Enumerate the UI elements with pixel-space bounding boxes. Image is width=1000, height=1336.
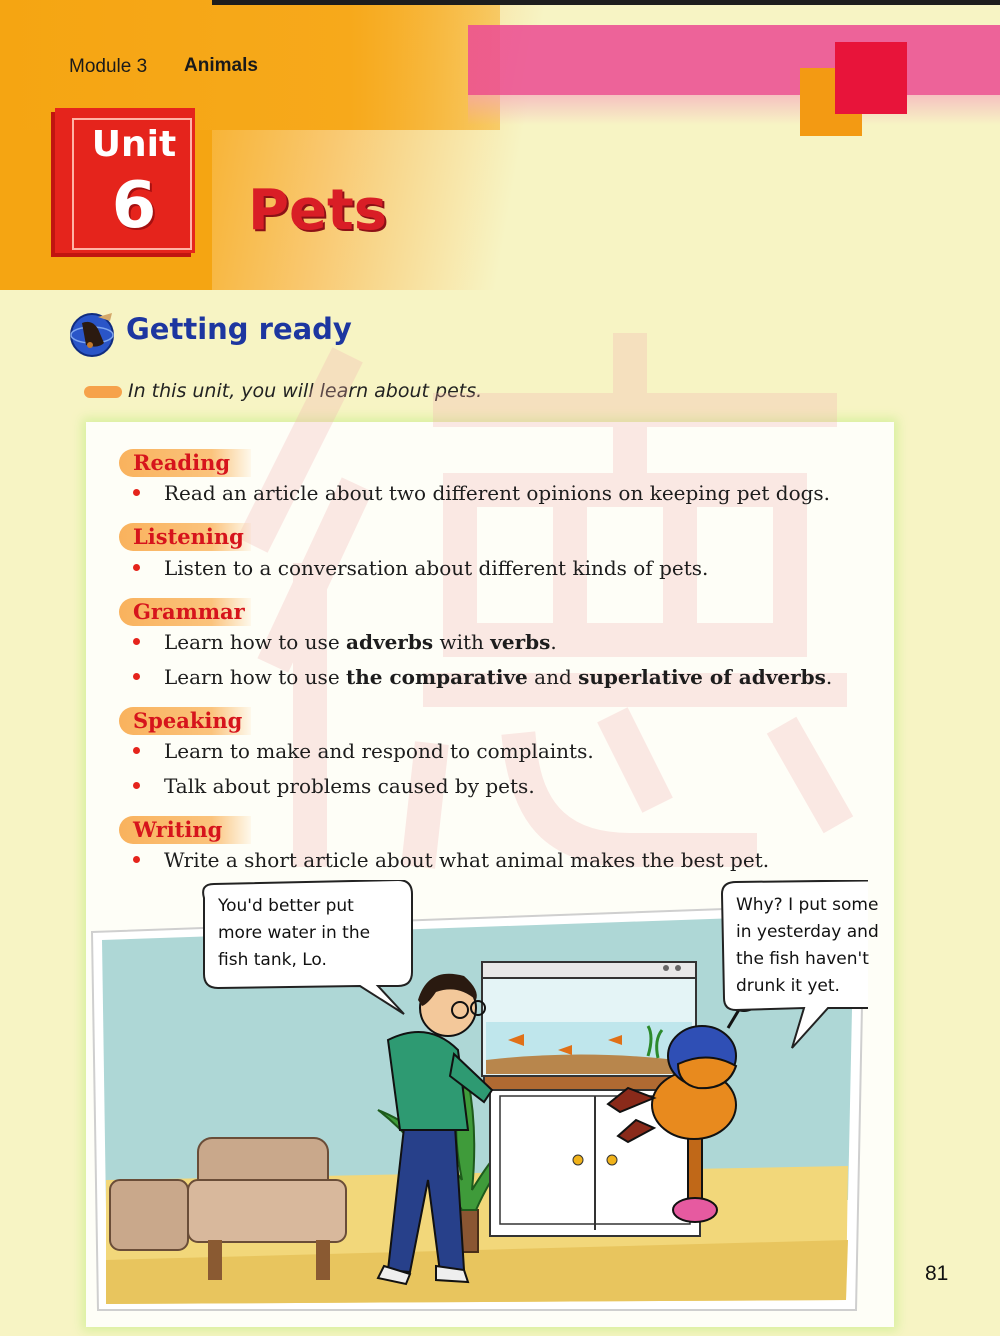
unit-number: 6	[111, 169, 157, 243]
section-label-reading: Reading	[119, 449, 251, 477]
list-item: Write a short article about what animal makes the best pet.	[133, 848, 769, 872]
intro-text: In this unit, you will learn about pets.	[128, 380, 483, 402]
header-top-line	[212, 0, 1000, 5]
list-item: Learn to make and respond to complaints.	[133, 739, 594, 763]
red-dot-icon	[133, 638, 140, 645]
module-name: Animals	[184, 55, 258, 76]
page-title: Pets	[248, 178, 388, 243]
section-label-grammar: Grammar	[119, 598, 251, 626]
list-item: Talk about problems caused by pets.	[133, 774, 535, 798]
list-item: Read an article about two different opinions on keeping pet dogs.	[133, 481, 830, 505]
watermark-character	[200, 330, 860, 890]
red-dot-icon	[133, 673, 140, 680]
page-number: 81	[925, 1262, 949, 1285]
list-item: Learn how to use adverbs with verbs.	[133, 630, 557, 654]
section-label-listening: Listening	[119, 523, 251, 551]
header-red-square	[835, 42, 907, 114]
header-pink-bar	[468, 25, 1000, 95]
header-pink-fade	[468, 95, 1000, 125]
bell-globe-icon	[68, 309, 120, 357]
red-dot-icon	[133, 747, 140, 754]
red-dot-icon	[133, 856, 140, 863]
speech-text-robot: Why? I put some in yesterday and the fish haven't drunk it yet.	[736, 895, 879, 996]
section-label-speaking: Speaking	[119, 707, 251, 735]
red-dot-icon	[133, 489, 140, 496]
list-item: Learn how to use the comparative and superlative of adverbs.	[133, 665, 832, 689]
module-label: Module 3	[69, 56, 148, 77]
section-label-writing: Writing	[119, 816, 251, 844]
speech-text-boy: You'd better put more water in the fish tank, Lo.	[218, 896, 371, 970]
list-item: Listen to a conversation about different kinds of pets.	[133, 556, 708, 580]
red-dot-icon	[133, 782, 140, 789]
red-dot-icon	[133, 564, 140, 571]
section-title-getting-ready: Getting ready	[126, 312, 352, 346]
unit-word: Unit	[91, 124, 177, 165]
fish-tank-shape	[482, 962, 696, 1076]
intro-dash-icon	[84, 386, 122, 398]
